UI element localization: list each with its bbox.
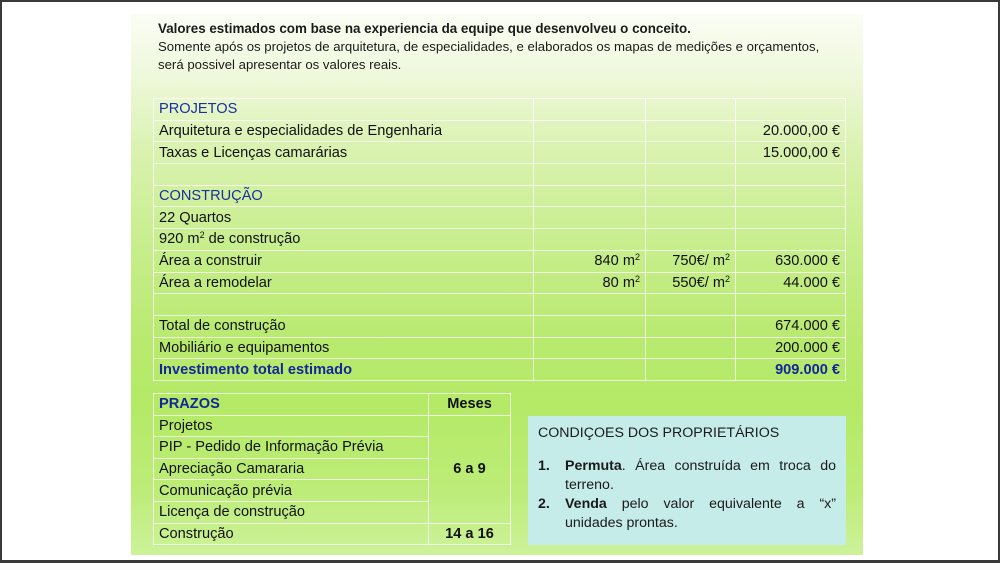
table-header-row — [154, 394, 511, 416]
row-value: 630.000 € — [736, 250, 846, 272]
table-row — [154, 337, 846, 359]
intro-note — [158, 20, 858, 74]
intro-headline: Valores estimados com base na experiencia da equipe que desenvolveu o conceito. — [158, 21, 691, 36]
item-text: Venda pelo valor equivalente a “x” unidades prontas. — [565, 496, 836, 531]
table-row — [154, 523, 511, 545]
conditions-title: CONDIÇOES DOS PROPRIETÁRIOS — [538, 425, 780, 441]
intro-line-2: Somente após os projetos de arquitetura, de especialidades, e elaborados os mapas de medições e orçamentos, — [158, 39, 820, 54]
table-row — [154, 120, 846, 142]
table-row — [154, 315, 846, 337]
section-heading-projetos: PROJETOS — [154, 99, 534, 121]
row-value: 15.000,00 € — [736, 142, 846, 164]
table-row — [154, 207, 846, 229]
item-number: 2. — [538, 496, 550, 512]
row-label: Mobiliário e equipamentos — [154, 337, 534, 359]
spacer-row — [154, 294, 846, 316]
row-label: Arquitetura e especialidades de Engenharia — [154, 120, 534, 142]
prazo-item: Construção — [154, 523, 429, 545]
row-label: Área a remodelar — [154, 272, 534, 294]
row-area: 80 $m^2$ — [534, 272, 646, 294]
section-heading-construcao: CONSTRUÇÃO — [154, 185, 534, 207]
list-item — [538, 457, 836, 495]
row-label: Taxas e Licenças camarárias — [154, 142, 534, 164]
row-rate: 750€/ $m^2$ — [646, 250, 736, 272]
list-item — [538, 495, 836, 533]
prazo-item: Comunicação prévia — [154, 480, 429, 502]
cost-estimate-table — [153, 98, 846, 381]
intro-line-3: será possivel apresentar os valores reais. — [158, 57, 402, 72]
prazo-months: 6 a 9 — [429, 415, 511, 523]
conditions-list — [538, 457, 836, 533]
total-label: Investimento total estimado — [154, 359, 534, 381]
row-label — [154, 229, 534, 251]
prazo-item: Apreciação Camararia — [154, 458, 429, 480]
row-value: 20.000,00 € — [736, 120, 846, 142]
row-value: 674.000 € — [736, 315, 846, 337]
owner-conditions-box — [528, 416, 846, 545]
table-row — [154, 99, 846, 121]
row-label: Área a construir — [154, 250, 534, 272]
prazos-table — [153, 393, 511, 545]
row-label: Total de construção — [154, 315, 534, 337]
row-value: 200.000 € — [736, 337, 846, 359]
table-row — [154, 415, 511, 437]
prazo-item: Licença de construção — [154, 501, 429, 523]
row-rate: 550€/ $m^2$ — [646, 272, 736, 294]
item-text: Permuta. Área construída em troca do terreno. — [565, 458, 836, 493]
meses-header: Meses — [429, 394, 511, 416]
table-row — [154, 142, 846, 164]
table-row — [154, 229, 846, 251]
prazo-months: 14 a 16 — [429, 523, 511, 545]
row-area: 840 $m^2$ — [534, 250, 646, 272]
prazo-item: PIP - Pedido de Informação Prévia — [154, 437, 429, 459]
item-number: 1. — [538, 458, 550, 474]
area-total-suffix: de construção — [204, 231, 301, 248]
row-label: 22 Quartos — [154, 207, 534, 229]
table-row — [154, 250, 846, 272]
table-row — [154, 185, 846, 207]
prazo-item: Projetos — [154, 415, 429, 437]
area-total: 920 m — [159, 231, 200, 248]
table-row — [154, 272, 846, 294]
total-row — [154, 359, 846, 381]
row-value: 44.000 € — [736, 272, 846, 294]
superscript: 2 — [199, 230, 205, 241]
total-value: 909.000 € — [736, 359, 846, 381]
spacer-row — [154, 164, 846, 186]
prazos-heading: PRAZOS — [154, 394, 429, 416]
